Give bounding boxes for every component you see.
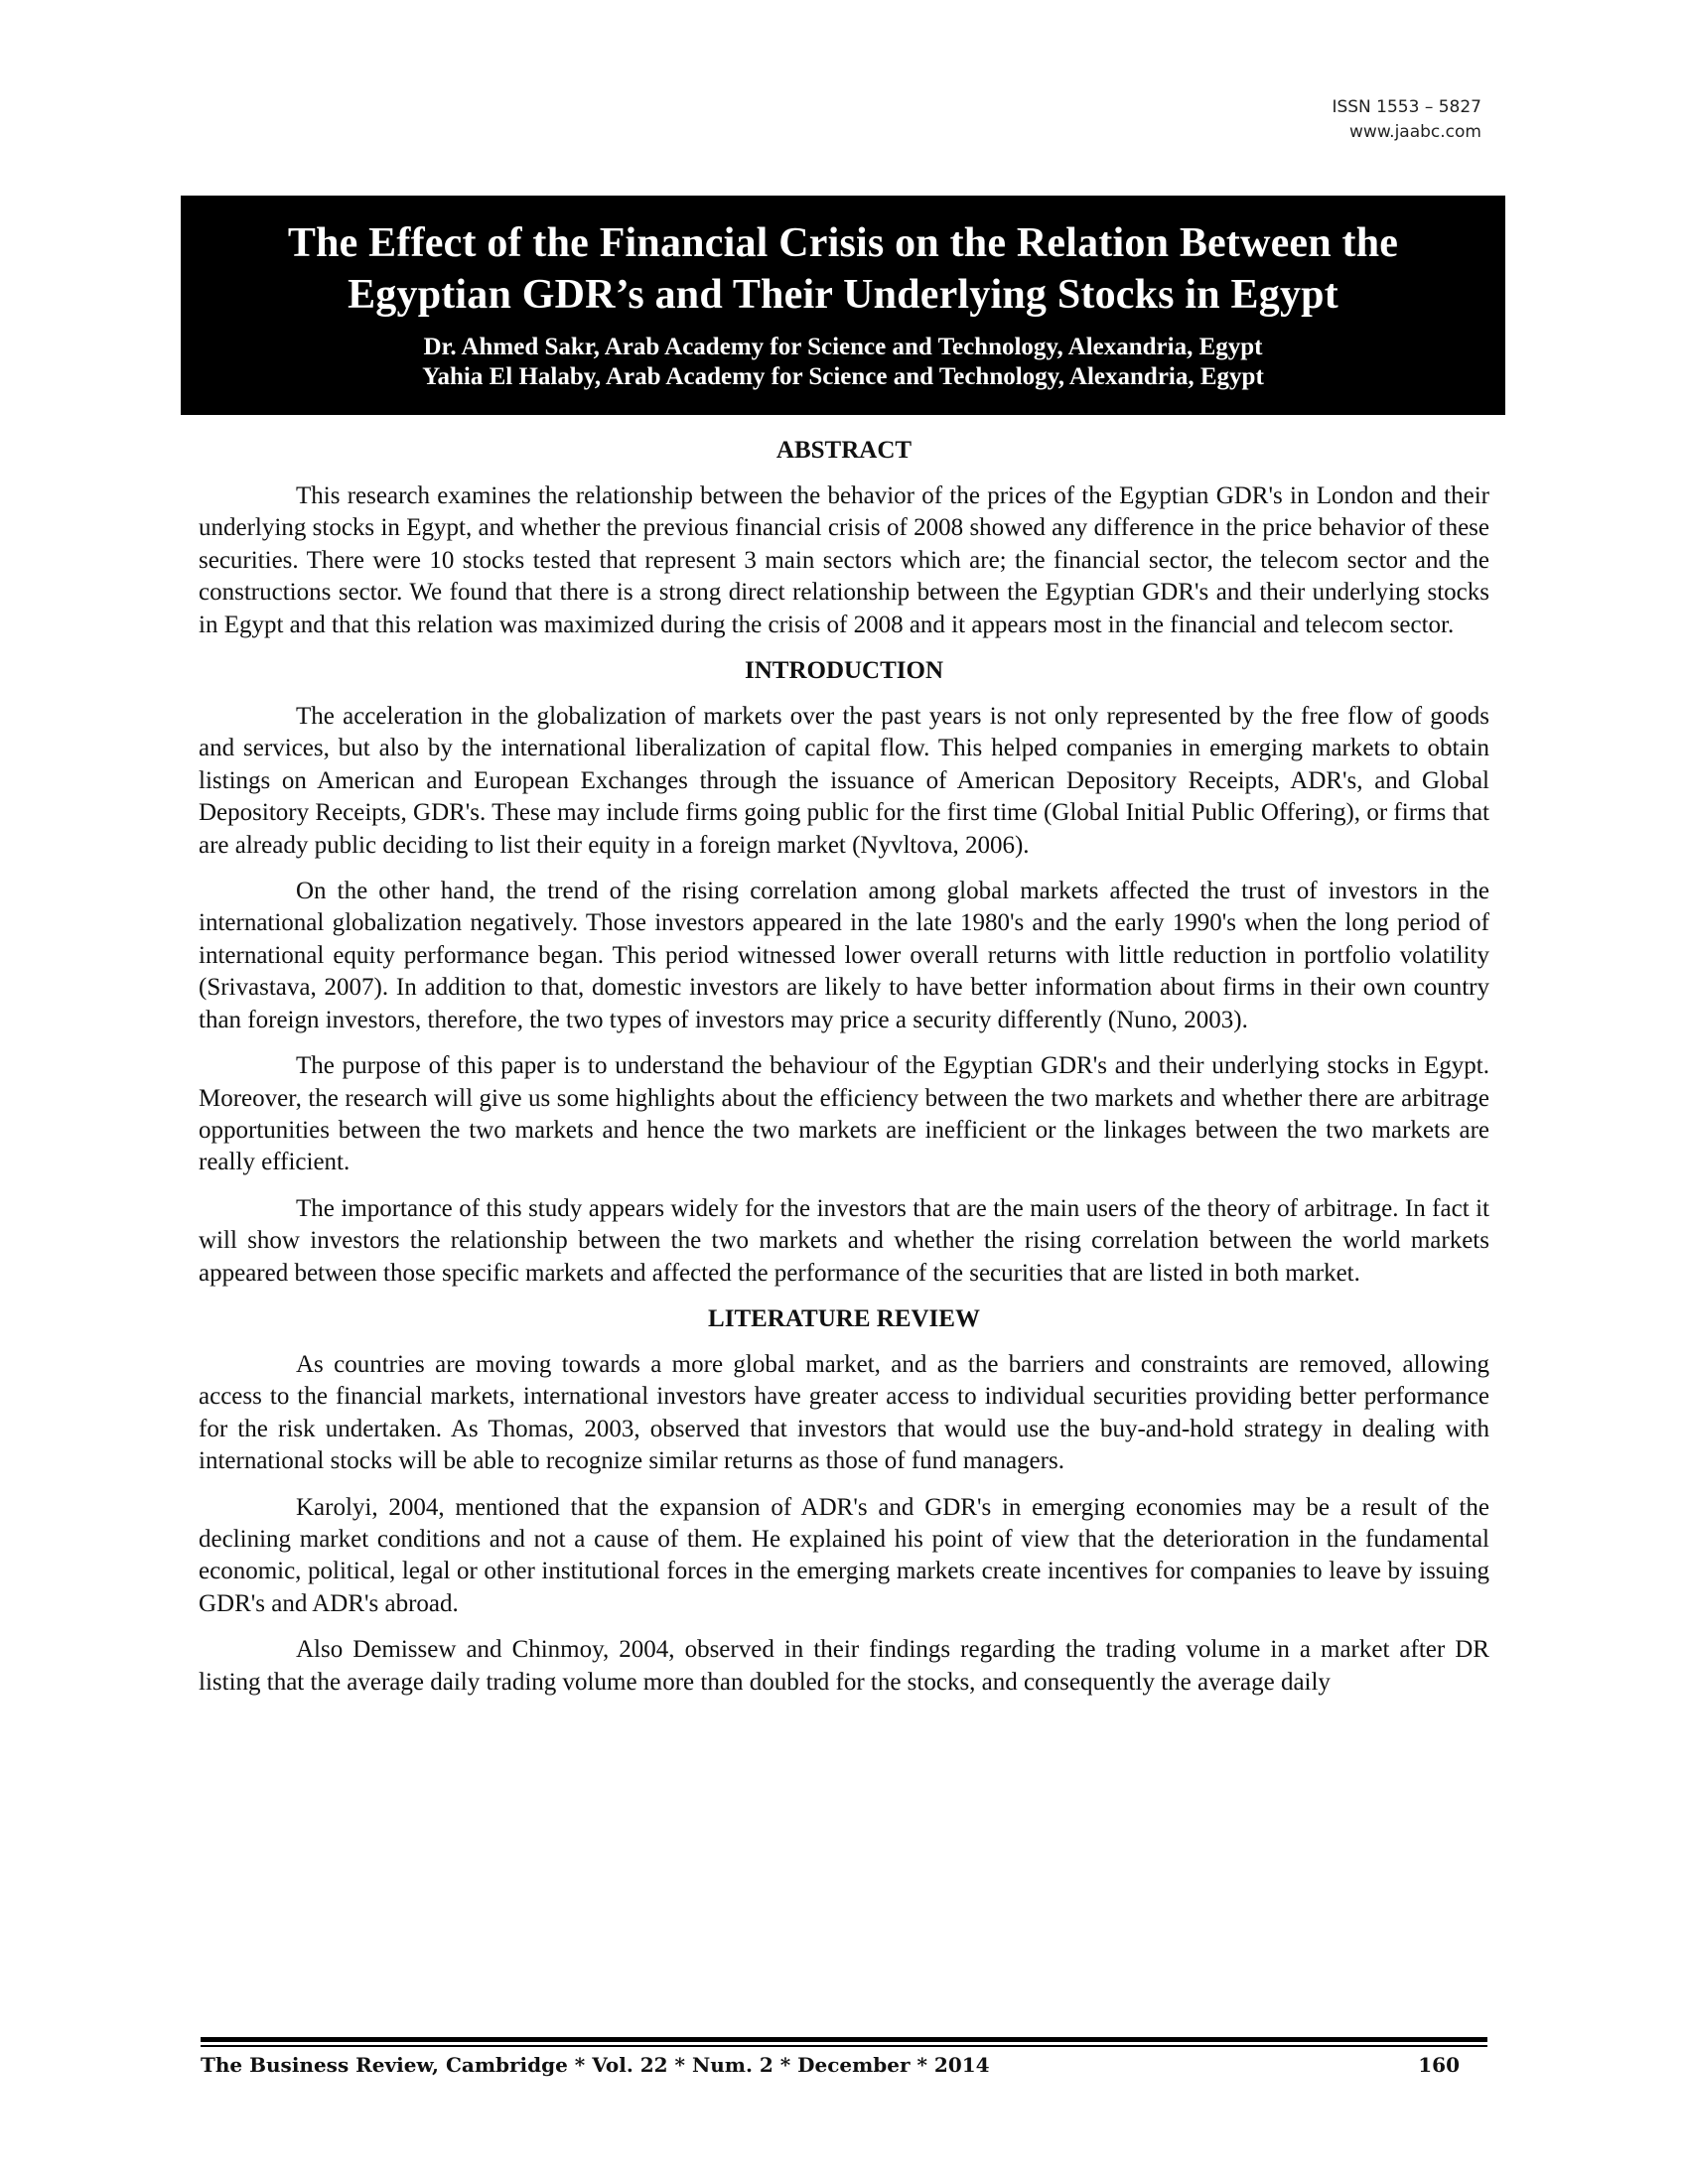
literature-review-paragraph-2: Karolyi, 2004, mentioned that the expansion of ADR's and GDR's in emerging economies may be a result of the declining market conditions and not a cause of them. He explained his point of view that the deterioration in the fundamental economic, political, legal or other institutional forces in the emerging markets create incentives for companies to leave by issuing GDR's and ADR's abroad. [199,1493,1489,1617]
author-list [181,333,1505,392]
footer-divider [201,2037,1487,2047]
abstract-paragraph: This research examines the relationship between the behavior of the prices of the Egyptian GDR's in London and their underlying stocks in Egypt, and whether the previous financial crisis of 2008 showed any difference in the price behavior of these securities. There were 10 stocks tested that represent 3 main sectors which are; the financial sector, the telecom sector and the constructions sector. We found that there is a strong direct relationship between the Egyptian GDR's and their underlying stocks in Egypt and that this relation was maximized during the crisis of 2008 and it appears most in the financial and telecom sector. [199,482,1489,638]
paper-body [199,435,1489,1712]
literature-review-paragraph-3: Also Demissew and Chinmoy, 2004, observed in their findings regarding the trading volume in a market after DR listing that the average daily trading volume more than doubled for the stocks, and consequently the average daily [199,1636,1489,1696]
literature-review-paragraph-1: As countries are moving towards a more global market, and as the barriers and constraints are removed, allowing access to the financial markets, international investors have greater access to individual securities providing better performance for the risk undertaken. As Thomas, 2003, observed that investors that would use the buy-and-hold strategy in dealing with international stocks will be able to recognize similar returns as those of fund managers. [199,1350,1489,1475]
literature-review-heading: LITERATURE REVIEW [708,1304,980,1332]
introduction-paragraph-1: The acceleration in the globalization of markets over the past years is not only represented by the free flow of goods and services, but also by the international liberalization of capital flow. This helped companies in emerging markets to obtain listings on American and European Exchanges through the issuance of American Depository Receipts, ADR's, and Global Depository Receipts, GDR's. These may include firms going public for the first time (Global Initial Public Offering), or firms that are already public deciding to list their equity in a foreign market (Nyvltova, 2006). [199,703,1489,859]
paper-title-line-1: The Effect of the Financial Crisis on the Relation Between the [287,220,1399,266]
page-number: 160 [1418,2053,1460,2077]
author-1: Dr. Ahmed Sakr, Arab Academy for Science and Technology, Alexandria, Egypt [423,334,1263,360]
introduction-paragraph-3: The purpose of this paper is to understand the behaviour of the Egyptian GDR's and their underlying stocks in Egypt. Moreover, the research will give us some highlights about the efficiency between the two markets and whether there are arbitrage opportunities between the two markets and hence the two markets are inefficient or the linkages between the two markets are really efficient. [199,1052,1489,1176]
paper-title-line-2: Egyptian GDR’s and Their Underlying Stocks in Egypt [348,272,1338,318]
author-2: Yahia El Halaby, Arab Academy for Science and Technology, Alexandria, Egypt [422,363,1264,390]
title-banner [181,196,1505,415]
introduction-paragraph-2: On the other hand, the trend of the rising correlation among global markets affected the trust of investors in the international globalization negatively. Those investors appeared in the late 1980's and the early 1990's when the long period of international equity performance began. This period witnessed lower overall returns with little reduction in portfolio volatility (Srivastava, 2007). In addition to that, domestic investors are likely to have better information about firms in their own country than foreign investors, therefore, the two types of investors may price a security differently (Nuno, 2003). [199,878,1489,1033]
journal-identifier [1332,95,1481,145]
footer-rule-thin [201,2045,1487,2047]
abstract-heading: ABSTRACT [775,437,913,464]
paper-title [181,217,1505,321]
footer-rule-thick [201,2037,1487,2042]
footer-journal-citation: The Business Review, Cambridge * Vol. 22 * Num. 2 * December * 2014 [201,2053,990,2077]
introduction-paragraph-4: The importance of this study appears widely for the investors that are the main users of the theory of arbitrage. In fact it will show investors the relationship between the two markets and whether the rising correlation between the world markets appeared between those specific markets and affected the performance of the securities that are listed in both market. [199,1194,1489,1287]
introduction-heading: INTRODUCTION [744,657,944,685]
issn-text: ISSN 1553 – 5827 [1332,97,1481,117]
journal-website[interactable]: www.jaabc.com [1349,122,1481,142]
